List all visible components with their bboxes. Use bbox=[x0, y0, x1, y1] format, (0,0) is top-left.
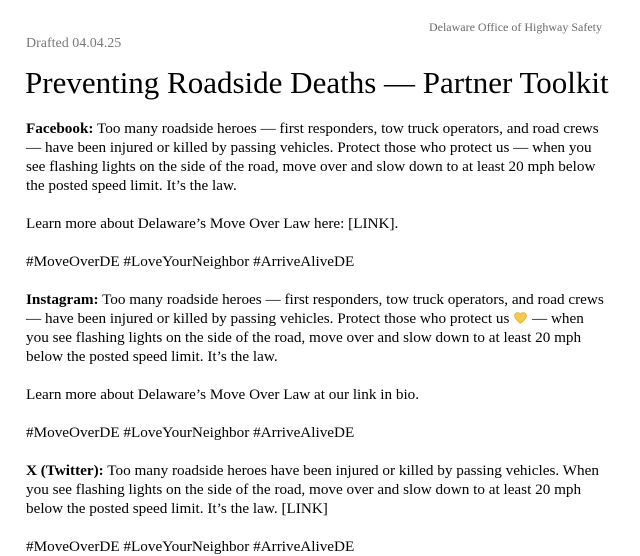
instagram-post-text-end: — when you see flashing lights on the side of the road, move over and slow down to at least 20 mph below the posted speed limit. It’s the law. bbox=[26, 310, 584, 365]
organization-name: Delaware Office of Highway Safety bbox=[428, 20, 602, 34]
twitter-hashtags: #MoveOverDE #LoveYourNeighbor #ArriveAliveDE bbox=[26, 538, 355, 555]
facebook-post bbox=[26, 119, 610, 195]
facebook-hashtags: #MoveOverDE #LoveYourNeighbor #ArriveAliveDE bbox=[26, 253, 355, 270]
instagram-label: Instagram: bbox=[26, 291, 99, 308]
facebook-post-text: Too many roadside heroes — first responders, tow truck operators, and road crews — have been injured or killed by passing vehicles. Protect those who protect us — when you see flashing lights on the side of the road, move over and slow down to at least 20 mph below the posted speed limit. It’s the law. bbox=[26, 120, 599, 194]
facebook-learn-more: Learn more about Delaware’s Move Over Law here: [LINK]. bbox=[26, 215, 399, 232]
instagram-learn-more: Learn more about Delaware’s Move Over Law at our link in bio. bbox=[26, 386, 420, 403]
instagram-post bbox=[26, 290, 610, 366]
twitter-post bbox=[26, 461, 610, 518]
twitter-post-text: Too many roadside heroes have been injured or killed by passing vehicles. When you see flashing lights on the side of the road, move over and slow down to at least 20 mph below the posted speed limit. It’s the law. [LINK] bbox=[26, 462, 599, 517]
twitter-label: X (Twitter): bbox=[26, 462, 104, 479]
yellow-heart-icon bbox=[514, 312, 527, 324]
document-body bbox=[26, 119, 610, 556]
facebook-label: Facebook: bbox=[26, 120, 94, 137]
page-title: Preventing Roadside Deaths — Partner Toolkit bbox=[25, 65, 609, 100]
instagram-post-text-start: Too many roadside heroes — first responders, tow truck operators, and road crews — have been injured or killed by passing vehicles. Protect those who protect us bbox=[26, 291, 604, 327]
drafted-date: Drafted 04.04.25 bbox=[26, 36, 122, 51]
instagram-hashtags: #MoveOverDE #LoveYourNeighbor #ArriveAliveDE bbox=[26, 424, 355, 441]
